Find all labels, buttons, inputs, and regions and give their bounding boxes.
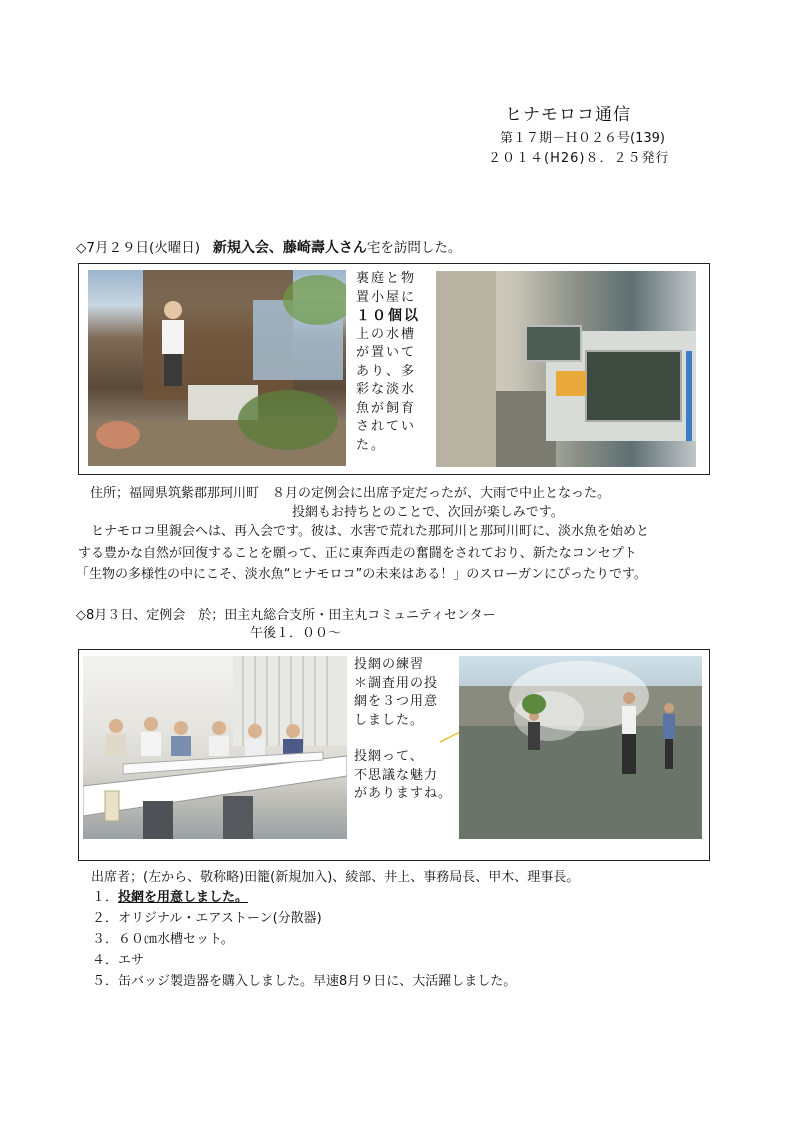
list-item <box>92 949 144 968</box>
caption-line: 投網って、 <box>354 749 424 764</box>
list-item <box>92 970 516 989</box>
caption-line: 上の水槽 <box>356 326 417 342</box>
list-item-number: １． <box>92 890 119 905</box>
issue-number: 第１７期－Ｈ０２６号(139) <box>500 131 665 146</box>
list-item-text: 缶バッジ製造器を購入しました。早速8月９日に、大活躍しました。 <box>118 974 517 989</box>
paragraph-line: 「生物の多様性の中にこそ、淡水魚“ヒナモロコ”の未来はある！」のスローガンにぴったりです。 <box>76 567 647 582</box>
note-line: 投網もお持ちとのことで、次回が楽しみです。 <box>292 505 564 520</box>
list-item <box>92 928 234 947</box>
caption-spacer <box>354 730 454 748</box>
caption-line: ＊調査用の投 <box>354 675 439 691</box>
caption-line: 魚が飼育 <box>356 400 417 416</box>
caption-line: 裏庭と物 <box>356 271 417 286</box>
photo2-caption <box>354 656 454 804</box>
caption-line: た。 <box>356 437 387 453</box>
meeting-time: 午後１．００～ <box>250 626 342 641</box>
list-item-text: オリジナル・エアストーン(分散器) <box>118 911 322 926</box>
caption-line: 不思議な魅力 <box>354 767 439 783</box>
issue-date: ２０１４(H26)８．２５発行 <box>488 151 670 166</box>
list-item-number: ４． <box>92 953 119 968</box>
list-item-number: ３． <box>92 932 119 947</box>
address-line: 住所；福岡県筑紫郡那珂川町 ８月の定例会に出席予定だったが、大雨で中止となった。 <box>90 486 611 501</box>
photo-net-casting <box>459 656 702 839</box>
caption-line: 置小屋に <box>356 289 417 305</box>
section2-heading: ◇8月３日、定例会 於；田主丸総合支所・田主丸コミュニティセンター <box>76 608 496 623</box>
caption-line: しました。 <box>354 712 425 728</box>
photo-meeting-art <box>83 656 347 839</box>
section1-heading-suffix: 宅を訪問した。 <box>366 240 462 256</box>
attendees-line: 出席者；(左から、敬称略)田籠(新規加入)、綾部、井上、事務局長、甲木、理事長。 <box>91 870 580 885</box>
section1-heading-bold: 新規入会、藤崎壽人さん <box>212 240 367 256</box>
list-item <box>92 907 322 926</box>
photo-backyard-art <box>88 270 346 466</box>
photo-backyard <box>88 270 346 466</box>
caption-line: されてい <box>356 419 417 434</box>
caption-line: 投網の練習 <box>354 657 425 672</box>
list-item-text: エサ <box>118 953 145 968</box>
section1-heading-date: ◇7月２９日(火曜日) <box>76 240 201 256</box>
list-item-number: ５． <box>92 974 119 989</box>
paragraph-line: する豊かな自然が回復することを願って、正に東奔西走の奮闘をされており、新たなコンセプト <box>78 546 637 561</box>
section1-heading <box>76 236 461 257</box>
photo-net-casting-art <box>459 656 702 839</box>
list-item-number: ２． <box>92 911 119 926</box>
photo-aquariums-art <box>436 271 696 467</box>
caption-line: あり、多 <box>356 363 417 379</box>
newsletter-title: ヒナモロコ通信 <box>505 105 631 125</box>
photo-meeting <box>83 656 347 839</box>
caption-line: が置いて <box>356 345 417 360</box>
caption-line: 網を３つ用意 <box>354 694 439 709</box>
list-item <box>92 886 248 905</box>
caption-line: 彩な淡水 <box>356 382 417 397</box>
photo-aquariums <box>436 271 696 467</box>
caption-line-bold: １０個以 <box>356 308 420 324</box>
caption-line: がありますね。 <box>354 786 453 801</box>
paragraph-line: ヒナモロコ里親会へは、再入会です。彼は、水害で荒れた那珂川と那珂川町に、淡水魚を始めと <box>91 524 649 539</box>
list-item-text: 投網を用意しました。 <box>118 890 249 905</box>
photo1-caption <box>356 270 432 455</box>
list-item-text: ６０㎝水槽セット。 <box>118 932 234 947</box>
